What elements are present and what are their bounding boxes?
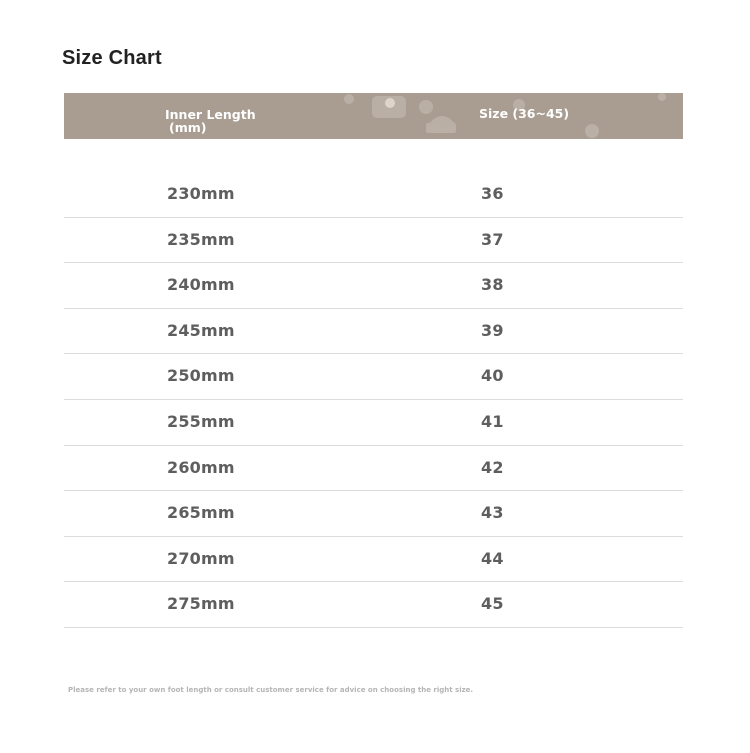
length-cell: 240mm: [167, 275, 235, 295]
length-cell: 235mm: [167, 229, 235, 249]
size-cell: 41: [481, 411, 504, 431]
table-row: [64, 354, 683, 400]
table-row: [64, 309, 683, 355]
table-row: [64, 263, 683, 309]
size-cell: 36: [481, 184, 504, 203]
deco-bubble: [658, 93, 666, 101]
length-cell: 255mm: [167, 411, 235, 431]
size-cell: 44: [481, 548, 504, 568]
table-row: [64, 172, 683, 218]
deco-block: [426, 123, 456, 133]
header-inner-length-unit: (mm): [169, 120, 207, 135]
page-title: Size Chart: [62, 47, 162, 69]
size-cell: 40: [481, 366, 504, 386]
size-cell: 43: [481, 503, 504, 523]
size-table: [64, 93, 683, 614]
size-cell: 37: [481, 229, 504, 249]
length-cell: 260mm: [167, 457, 235, 477]
length-cell: 275mm: [167, 594, 235, 614]
length-cell: 270mm: [167, 548, 235, 568]
table-body: [64, 172, 683, 628]
size-cell: 38: [481, 275, 504, 295]
header-size: Size (36~45): [479, 106, 570, 121]
deco-bubble: [585, 124, 599, 138]
header-decoration: [64, 93, 683, 139]
table-header: [64, 93, 683, 139]
table-row: [64, 218, 683, 264]
footnote: Please refer to your own foot length or consult customer service for advice on choosing the right size.: [68, 686, 474, 694]
table-row: [64, 446, 683, 492]
header-inner-length-label: Inner Length: [165, 107, 256, 122]
length-cell: 250mm: [167, 366, 235, 386]
length-cell: 265mm: [167, 503, 235, 523]
header-inner-length: [165, 108, 256, 134]
table-row: [64, 537, 683, 583]
deco-bubble: [344, 94, 354, 104]
table-row: [64, 400, 683, 446]
camera-lens-icon: [385, 98, 395, 108]
table-row: [64, 491, 683, 537]
size-cell: 42: [481, 457, 504, 477]
length-cell: 245mm: [167, 320, 235, 340]
length-cell: 230mm: [167, 184, 235, 203]
deco-bubble: [419, 100, 433, 114]
table-row: [64, 582, 683, 628]
size-cell: 45: [481, 594, 504, 614]
size-cell: 39: [481, 320, 504, 340]
